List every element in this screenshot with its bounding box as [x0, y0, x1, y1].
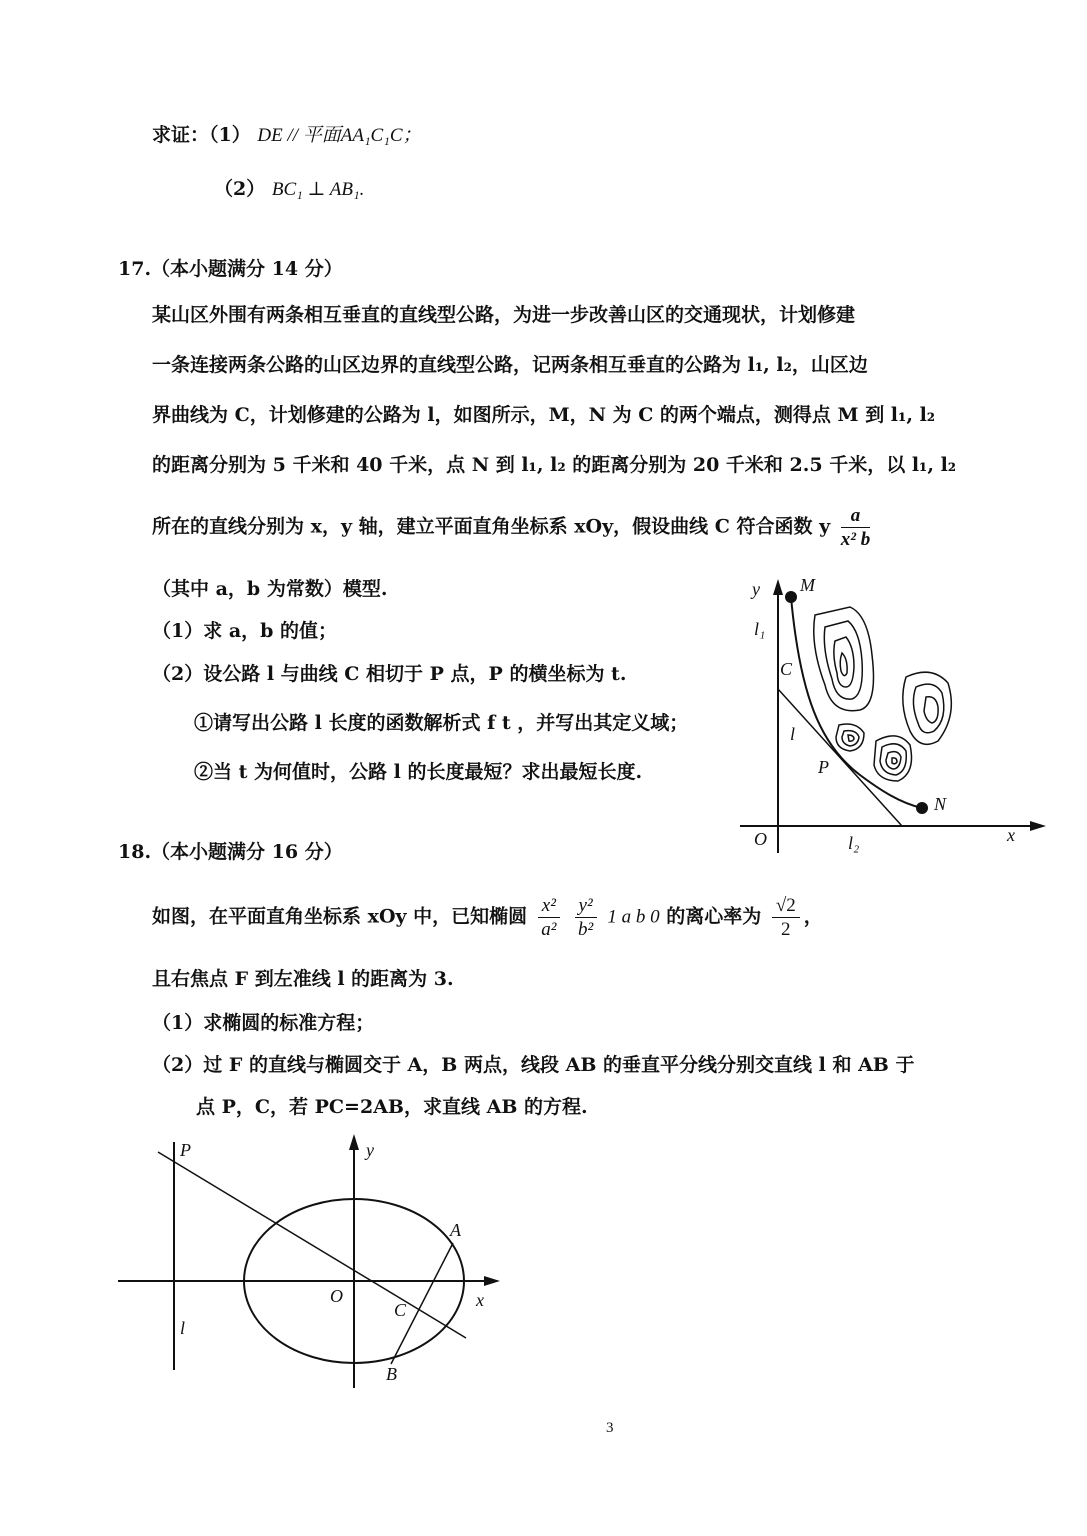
q18-part2b: 点 P，C，若 PC=2AB，求直线 AB 的方程. [196, 1096, 588, 1118]
q18-label-a: A [450, 1220, 461, 1240]
q18-ellipse-x-fraction: $\frac{\text{x²}}{\text{a²}}$ [538, 896, 560, 939]
q16-proof-line [152, 126, 422, 145]
q17-header: 17.（本小题满分 14 分） [118, 258, 343, 280]
q17-label-o: O [754, 829, 767, 849]
q17-label-y: y [752, 579, 760, 599]
q18-x-arrow-icon [484, 1276, 500, 1286]
q17-label-n: N [934, 794, 947, 814]
q18-line1: 如图，在平面直角坐标系 xOy 中，已知椭圆 $\frac{\text{x²}}{\text{a²}}$ $\frac{\text{y²}}{\text{b²}}$ 1 a b 0 的离心率为 $\frac{√2}{2}$ ， [152, 895, 823, 940]
q18-ecc-num: √2 [772, 896, 800, 918]
q18-y-arrow-icon [349, 1134, 359, 1150]
q18-part2a: （2）过 F 的直线与椭圆交于 A，B 两点，线段 AB 的垂直平分线分别交直线 l 和 AB 于 [152, 1054, 915, 1076]
q17-line2: 一条连接两条公路的山区边界的直线型公路，记两条相互垂直的公路为 l₁, l₂，山区边 [152, 354, 868, 376]
q17-contour-lines [814, 607, 952, 781]
q17-func-numerator: a [841, 506, 870, 528]
q17-mountain-figure [740, 575, 1050, 855]
q17-line5-prefix: 所在的直线分别为 x，y 轴，建立平面直角坐标系 xOy，假设曲线 C 符合函数 y [152, 515, 831, 538]
q17-point-n [916, 802, 928, 814]
q18-label-x: x [476, 1290, 484, 1310]
q17-y-arrow-icon [773, 579, 783, 595]
q18-label-o: O [330, 1286, 343, 1306]
q17-func-denominator: x² b [840, 529, 871, 550]
q18-label-c: C [394, 1300, 407, 1320]
q17-sub1: ①请写出公路 l 长度的函数解析式 f t ，并写出其定义域； [194, 712, 689, 734]
q17-line1: 某山区外围有两条相互垂直的直线型公路，为进一步改善山区的交通现状，计划修建 [152, 304, 856, 326]
q17-line3: 界曲线为 C，计划修建的公路为 l，如图所示，M，N 为 C 的两个端点，测得点 M 到 l₁, l₂ [152, 404, 936, 426]
q17-line6: （其中 a，b 为常数）模型. [152, 578, 388, 600]
q18-ellipse-y-fraction: $\frac{\text{y²}}{\text{b²}}$ [575, 896, 597, 939]
q18-ellipse-figure [110, 1130, 510, 1390]
q18-line1-mid: 的离心率为 [666, 905, 762, 928]
q18-label-p: P [180, 1140, 191, 1160]
q17-label-x: x [1007, 825, 1015, 845]
q17-part2: （2）设公路 l 与曲线 C 相切于 P 点，P 的横坐标为 t. [152, 663, 627, 685]
q17-label-c: C [780, 659, 793, 679]
q17-point-m [785, 591, 797, 603]
q16-part2-expr: BC₁ ⊥ AB₁. [271, 179, 365, 200]
q18-label-b: B [386, 1364, 397, 1384]
q18-eccentricity-fraction [772, 896, 800, 939]
q16-part2-line [214, 180, 364, 199]
q17-label-l: l [790, 724, 796, 744]
q17-label-p: P [818, 757, 829, 777]
q17-label-m: M [800, 575, 815, 595]
q18-ecc-den: 2 [781, 919, 791, 940]
q17-x-arrow-icon [1030, 821, 1046, 831]
q18-label-y: y [366, 1140, 374, 1160]
q17-line-l [778, 689, 902, 826]
q17-function-fraction [841, 506, 870, 549]
q17-line4: 的距离分别为 5 千米和 40 千米，点 N 到 l₁, l₂ 的距离分别为 20 千米和 2.5 千米，以 l₁, l₂ [152, 454, 957, 476]
q17-part1: （1）求 a，b 的值； [152, 620, 338, 642]
q16-part2-label: （2） [214, 178, 266, 200]
q18-ellipse-eq-tail: 1 a b 0 [607, 906, 660, 928]
q18-header: 18.（本小题满分 16 分） [118, 841, 343, 863]
page-number: 3 [606, 1420, 614, 1436]
q16-proof-prefix: 求证：（1） [152, 124, 251, 146]
q17-label-l2: l₂ [848, 833, 860, 853]
q17-label-l1: l₁ [754, 619, 766, 639]
q17-sub2: ②当 t 为何值时，公路 l 的长度最短？求出最短长度. [194, 761, 643, 783]
q18-line1-prefix: 如图，在平面直角坐标系 xOy 中，已知椭圆 [152, 905, 528, 928]
q18-part1: （1）求椭圆的标准方程； [152, 1012, 375, 1034]
q17-line5 [152, 506, 874, 549]
q18-line-pc [158, 1152, 466, 1338]
q16-part1-expr: DE // 平面AA₁C₁C； [257, 125, 422, 146]
q18-line2: 且右焦点 F 到左准线 l 的距离为 3. [152, 968, 454, 990]
q18-label-l: l [180, 1318, 186, 1338]
